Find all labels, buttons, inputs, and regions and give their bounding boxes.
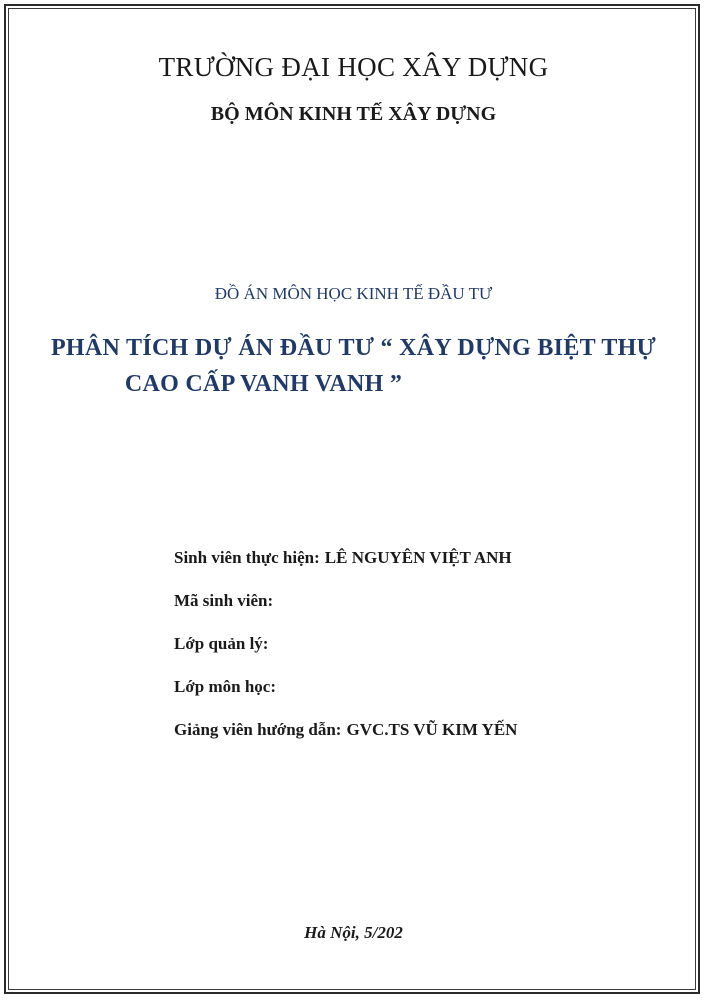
info-row-admin-class xyxy=(174,629,517,672)
info-row-supervisor xyxy=(174,715,517,758)
info-row-course-class xyxy=(174,672,517,715)
info-value: LÊ NGUYÊN VIỆT ANH xyxy=(324,548,512,567)
university-name: TRƯỜNG ĐẠI HỌC XÂY DỰNG xyxy=(158,52,549,82)
info-label: Giảng viên hướng dẫn: xyxy=(174,720,342,739)
info-label: Sinh viên thực hiện: xyxy=(174,548,320,567)
page-border-inner xyxy=(8,8,696,990)
info-value: GVC.TS VŨ KIM YẾN xyxy=(346,720,518,739)
department-name: BỘ MÔN KINH TẾ XÂY DỰNG xyxy=(210,103,497,125)
student-info xyxy=(174,543,517,758)
info-row-student xyxy=(174,543,517,586)
course-name: ĐỒ ÁN MÔN HỌC KINH TẾ ĐẦU TƯ xyxy=(214,284,493,303)
info-label: Lớp môn học: xyxy=(174,677,276,696)
info-row-student-id xyxy=(174,586,517,629)
info-label: Lớp quản lý: xyxy=(174,634,269,653)
project-title xyxy=(0,330,707,402)
project-title-line-2: CAO CẤP VANH VANH ” xyxy=(124,371,403,397)
info-label: Mã sinh viên: xyxy=(174,591,274,610)
place-date: Hà Nội, 5/202 xyxy=(304,923,403,942)
project-title-line-1: PHÂN TÍCH DỰ ÁN ĐẦU TƯ “ XÂY DỰNG BIỆT THỰ xyxy=(50,335,657,361)
